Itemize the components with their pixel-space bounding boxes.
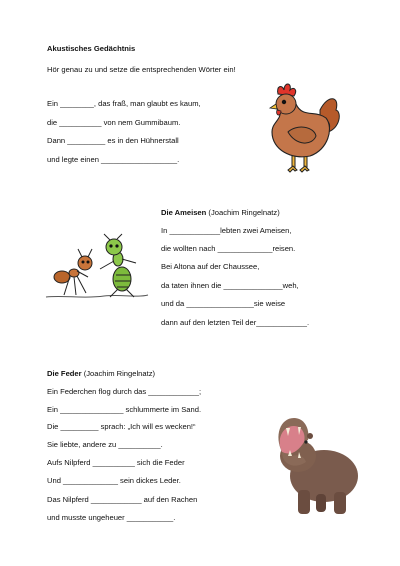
ameisen-title: Die Ameisen (161, 208, 207, 217)
poem3-line-7: Das Nilpferd ____________ auf den Rachen (47, 495, 198, 504)
poem1-line-3: Dann _________ es in den Hühnerstall (47, 136, 179, 145)
poem2-line-3: Bei Altona auf der Chaussee, (161, 262, 260, 271)
poem2-line-6: dann auf den letzten Teil der____________. (161, 318, 310, 327)
poem2-line-1: In ____________lebten zwei Ameisen, (161, 226, 292, 235)
poem2-line-5: und da ________________sie weise (161, 299, 286, 308)
feder-title-line (47, 369, 155, 379)
poem1-line-2: die __________ von nem Gummibaum. (47, 118, 181, 127)
poem2-line-2: die wollten nach _____________reisen. (161, 244, 296, 253)
ameisen-author: (Joachim Ringelnatz) (206, 208, 280, 217)
feder-author: (Joachim Ringelnatz) (81, 369, 156, 378)
poem1-line-1: Ein ________, das fraß, man glaubt es kaum, (47, 99, 201, 108)
ants-illustration (44, 233, 150, 303)
ameisen-title-line (161, 208, 280, 218)
poem2-line-4: da taten ihnen die ______________weh, (161, 281, 299, 290)
poem3-line-4: Sie liebte, andere zu __________. (47, 440, 163, 449)
heading-akustisches-gedaechtnis: Akustisches Gedächtnis (47, 44, 136, 53)
instruction-text: Hör genau zu und setze die entsprechenden Wörter ein! (47, 65, 236, 74)
poem1-line-4: und legte einen __________________. (47, 155, 180, 164)
poem3-line-8: und musste ungeheuer ___________. (47, 513, 176, 522)
chicken-illustration (262, 80, 342, 178)
hippo-illustration (268, 412, 364, 520)
poem3-line-3: Die _________ sprach: „Ich will es wecken!“ (47, 422, 196, 431)
poem3-line-1: Ein Federchen flog durch das ____________; (47, 387, 202, 396)
feder-title: Die Feder (47, 369, 82, 378)
poem3-line-6: Und _____________ sein dickes Leder. (47, 476, 181, 485)
poem3-line-5: Aufs Nilpferd __________ sich die Feder (47, 458, 185, 467)
poem3-line-2: Ein _______________ schlummerte im Sand. (47, 405, 202, 414)
